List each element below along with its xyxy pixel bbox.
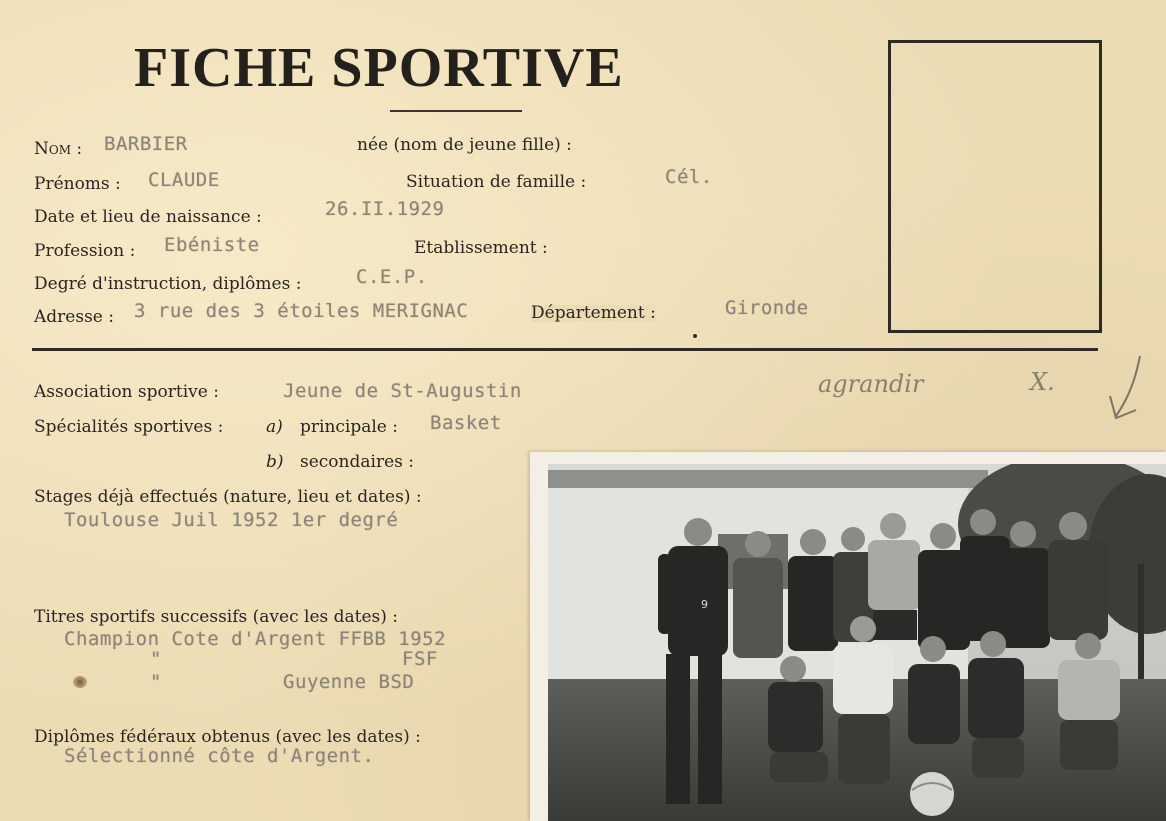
photo-placeholder-box [888,40,1102,333]
nee-label: née (nom de jeune fille) : [357,135,572,155]
naissance-label: Date et lieu de naissance : [34,207,262,227]
adresse-value: 3 rue des 3 étoiles MERIGNAC [134,300,469,322]
instruction-label: Degré d'instruction, diplômes : [34,274,302,294]
titres-ditto-2: " [150,671,162,693]
profession-label: Profession : [34,241,136,261]
nom-label: Nom : [34,139,83,159]
paper-stain [73,676,87,688]
titres-line-2: FSF [402,648,438,670]
section-separator [32,348,1098,351]
handwritten-mark: X. [1030,368,1055,396]
prenoms-value: CLAUDE [148,169,220,191]
situation-value: Cél. [665,166,713,188]
titres-ditto-1: " [150,648,162,670]
arrow-down-icon [1106,352,1146,424]
titres-line-3: Guyenne BSD [283,671,415,693]
nom-value: BARBIER [104,133,188,155]
adresse-label: Adresse : [34,307,114,327]
naissance-value: 26.II.1929 [325,198,445,220]
stages-label: Stages déjà effectués (nature, lieu et dates) : [34,487,422,507]
association-label: Association sportive : [34,382,219,402]
principale-marker: a) [266,417,283,437]
principale-value: Basket [430,412,502,434]
stages-value: Toulouse Juil 1952 1er degré [64,509,399,531]
secondaires-label: secondaires : [300,452,414,472]
principale-label: principale : [300,417,398,437]
departement-value: Gironde [725,297,809,319]
titres-line-1: Champion Cote d'Argent FFBB 1952 [64,628,447,650]
etablissement-label: Etablissement : [414,238,548,258]
handwritten-annotation: agrandir [818,370,924,398]
secondaires-marker: b) [266,452,284,472]
prenoms-label: Prénoms : [34,174,121,194]
situation-label: Situation de famille : [406,172,587,192]
team-photograph [530,452,1166,821]
ink-dot [693,334,697,338]
diplomes-value: Sélectionné côte d'Argent. [64,745,375,767]
departement-label: Département : [531,303,656,323]
page-title: FICHE SPORTIVE [134,37,624,99]
titres-label: Titres sportifs successifs (avec les dates) : [34,607,399,627]
association-value: Jeune de St-Augustin [283,380,522,402]
team-photo-image [548,464,1166,821]
diplomes-label: Diplômes fédéraux obtenus (avec les dates) : [34,727,421,747]
title-underline [390,110,522,112]
instruction-value: C.E.P. [356,266,428,288]
profession-value: Ebéniste [164,234,260,256]
specialites-label: Spécialités sportives : [34,417,224,437]
jersey-number: 9 [701,598,708,611]
